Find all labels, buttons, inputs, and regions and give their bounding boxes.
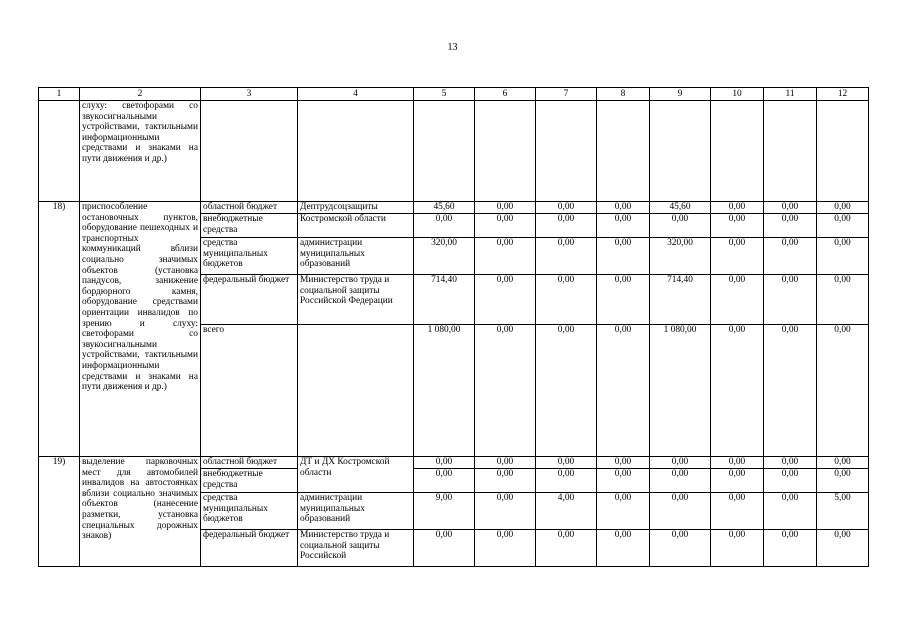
value-cell: 0,00 <box>711 493 764 530</box>
table-row <box>39 457 869 469</box>
empty-cell <box>475 101 536 202</box>
value-cell: 0,00 <box>711 275 764 325</box>
value-cell: 0,00 <box>764 275 817 325</box>
item-number: 18) <box>39 202 80 457</box>
continuation-row <box>39 101 869 202</box>
value-cell: 0,00 <box>475 214 536 238</box>
item-description: выделение парковочных мест для автомобилей инвалидов на автостоянках вблизи социально значимых объектов (нанесение разметки, установка специальных дорожных знаков) <box>80 457 201 567</box>
total-value-cell: 1 080,00 <box>414 325 475 457</box>
total-value-cell: 0,00 <box>711 325 764 457</box>
value-cell: 0,00 <box>817 202 869 214</box>
funding-source: средства муниципальных бюджетов <box>201 493 298 530</box>
funding-source: внебюджетные средства <box>201 469 298 493</box>
table-row <box>39 202 869 214</box>
value-cell: 0,00 <box>414 457 475 469</box>
value-cell: 0,00 <box>536 202 597 214</box>
header-cell: 12 <box>817 88 869 101</box>
funding-source: федеральный бюджет <box>201 275 298 325</box>
value-cell: 0,00 <box>764 469 817 493</box>
total-value-cell: 0,00 <box>817 325 869 457</box>
empty-cell <box>711 101 764 202</box>
value-cell: 0,00 <box>650 469 711 493</box>
header-cell: 6 <box>475 88 536 101</box>
value-cell: 0,00 <box>475 275 536 325</box>
funding-source: федеральный бюджет <box>201 530 298 567</box>
value-cell: 0,00 <box>764 493 817 530</box>
value-cell: 0,00 <box>764 238 817 275</box>
value-cell: 0,00 <box>475 530 536 567</box>
responsible-org: ДТ и ДХ Костромской области <box>298 457 414 493</box>
header-cell: 4 <box>298 88 414 101</box>
value-cell: 714,40 <box>414 275 475 325</box>
value-cell: 0,00 <box>475 238 536 275</box>
header-cell: 5 <box>414 88 475 101</box>
value-cell: 0,00 <box>597 275 650 325</box>
empty-cell <box>650 101 711 202</box>
value-cell: 0,00 <box>711 202 764 214</box>
value-cell: 0,00 <box>764 202 817 214</box>
item-number: 19) <box>39 457 80 567</box>
item-description: приспособление остановочных пунктов, оборудование пешеходных и транспортных коммуникаций вблизи социально значимых объектов (установка пандусов, занижение бордюрного камня, оборудование средствами ориентации инвалидов по зрению и слуху: светофорами со звукосигнальными устройствами, тактильными информационными средствами и знаками на пути движения и др.) <box>80 202 201 457</box>
empty-cell <box>536 101 597 202</box>
funding-source: средства муниципальных бюджетов <box>201 238 298 275</box>
total-value-cell: 0,00 <box>475 325 536 457</box>
value-cell: 0,00 <box>650 214 711 238</box>
responsible-org <box>298 325 414 457</box>
value-cell: 0,00 <box>536 275 597 325</box>
value-cell: 0,00 <box>475 457 536 469</box>
value-cell: 0,00 <box>764 530 817 567</box>
value-cell: 0,00 <box>414 469 475 493</box>
funding-source: областной бюджет <box>201 202 298 214</box>
value-cell: 0,00 <box>764 457 817 469</box>
header-cell: 8 <box>597 88 650 101</box>
header-cell: 3 <box>201 88 298 101</box>
value-cell: 0,00 <box>817 530 869 567</box>
funding-source: всего <box>201 325 298 457</box>
value-cell: 0,00 <box>597 469 650 493</box>
value-cell: 0,00 <box>650 457 711 469</box>
responsible-org: администрации муниципальных образований <box>298 238 414 275</box>
value-cell: 0,00 <box>711 469 764 493</box>
responsible-org: Министерство труда и социальной защиты Российской Федерации <box>298 275 414 325</box>
value-cell: 9,00 <box>414 493 475 530</box>
value-cell: 0,00 <box>414 214 475 238</box>
value-cell: 45,60 <box>650 202 711 214</box>
value-cell: 0,00 <box>711 214 764 238</box>
empty-cell <box>414 101 475 202</box>
total-value-cell: 0,00 <box>597 325 650 457</box>
value-cell: 0,00 <box>475 469 536 493</box>
funding-source: внебюджетные средства <box>201 214 298 238</box>
header-cell: 9 <box>650 88 711 101</box>
header-cell: 7 <box>536 88 597 101</box>
value-cell: 0,00 <box>414 530 475 567</box>
total-value-cell: 0,00 <box>536 325 597 457</box>
value-cell: 0,00 <box>597 214 650 238</box>
value-cell: 0,00 <box>817 275 869 325</box>
total-value-cell: 0,00 <box>764 325 817 457</box>
value-cell: 0,00 <box>711 457 764 469</box>
value-cell: 4,00 <box>536 493 597 530</box>
responsible-org: администрации муниципальных образований <box>298 493 414 530</box>
value-cell: 0,00 <box>475 493 536 530</box>
empty-cell <box>39 101 80 202</box>
value-cell: 5,00 <box>817 493 869 530</box>
value-cell: 0,00 <box>711 238 764 275</box>
value-cell: 320,00 <box>650 238 711 275</box>
value-cell: 0,00 <box>597 457 650 469</box>
value-cell: 45,60 <box>414 202 475 214</box>
total-value-cell: 1 080,00 <box>650 325 711 457</box>
value-cell: 0,00 <box>597 530 650 567</box>
header-cell: 2 <box>80 88 201 101</box>
value-cell: 320,00 <box>414 238 475 275</box>
budget-table <box>38 87 869 567</box>
header-cell: 1 <box>39 88 80 101</box>
value-cell: 0,00 <box>536 469 597 493</box>
page-number: 13 <box>447 42 458 53</box>
value-cell: 0,00 <box>536 214 597 238</box>
value-cell: 714,40 <box>650 275 711 325</box>
header-row <box>39 88 869 101</box>
value-cell: 0,00 <box>817 469 869 493</box>
empty-cell <box>817 101 869 202</box>
empty-cell <box>298 101 414 202</box>
value-cell: 0,00 <box>597 493 650 530</box>
empty-cell <box>201 101 298 202</box>
value-cell: 0,00 <box>650 530 711 567</box>
value-cell: 0,00 <box>536 530 597 567</box>
value-cell: 0,00 <box>817 238 869 275</box>
header-cell: 11 <box>764 88 817 101</box>
header-cell: 10 <box>711 88 764 101</box>
funding-source: областной бюджет <box>201 457 298 469</box>
value-cell: 0,00 <box>817 214 869 238</box>
value-cell: 0,00 <box>536 457 597 469</box>
value-cell: 0,00 <box>711 530 764 567</box>
value-cell: 0,00 <box>764 214 817 238</box>
value-cell: 0,00 <box>536 238 597 275</box>
continuation-description: слуху: светофорами со звукосигнальными устройствами, тактильными информационными средствами и знаками на пути движения и др.) <box>80 101 201 202</box>
empty-cell <box>764 101 817 202</box>
responsible-org: Министерство труда и социальной защиты Российской <box>298 530 414 567</box>
responsible-org: Костромской области <box>298 214 414 238</box>
value-cell: 0,00 <box>475 202 536 214</box>
responsible-org: Дептрудсоцзащиты <box>298 202 414 214</box>
value-cell: 0,00 <box>650 493 711 530</box>
value-cell: 0,00 <box>817 457 869 469</box>
value-cell: 0,00 <box>597 202 650 214</box>
empty-cell <box>597 101 650 202</box>
value-cell: 0,00 <box>597 238 650 275</box>
